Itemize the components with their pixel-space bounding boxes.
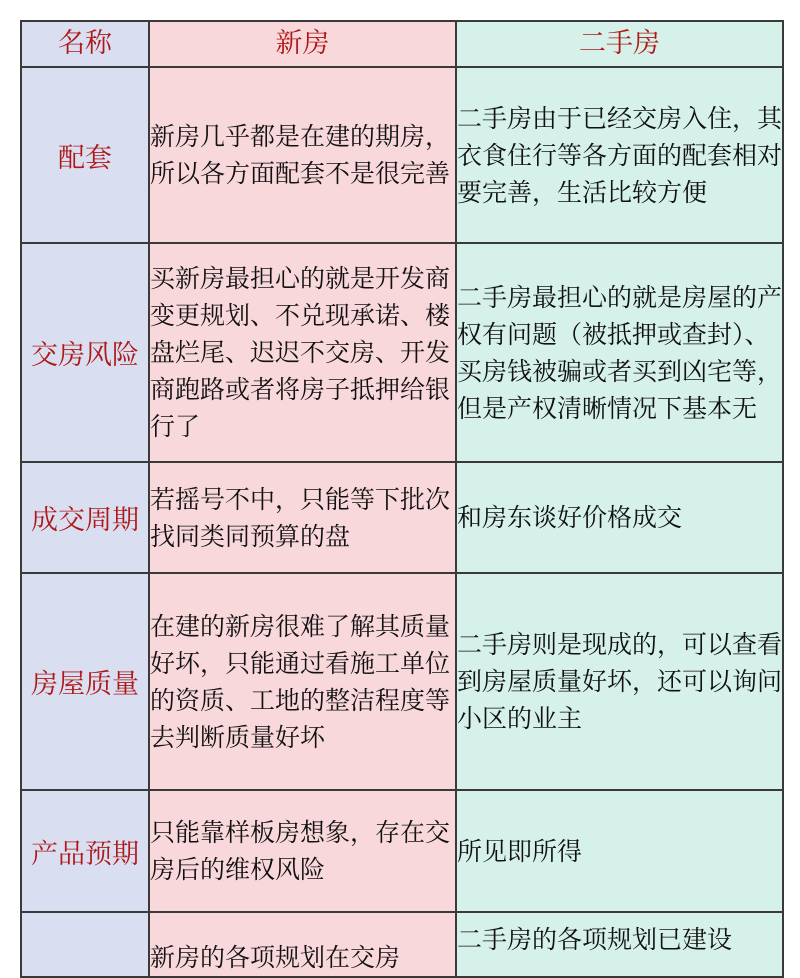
row-category: 配套 [21, 67, 149, 243]
cell-text: 若摇号不中，只能等下批次找同类同预算的盘 [150, 484, 451, 551]
second-hand-cell [456, 67, 783, 243]
table-row [21, 912, 783, 977]
cell-text: 在建的新房很难了解其质量好坏，只能通过看施工单位的资质、工地的整洁程度等去判断质量好坏 [150, 611, 451, 752]
table-row [21, 573, 783, 790]
new-house-cell [149, 243, 456, 462]
row-category: 成交周期 [21, 462, 149, 573]
second-hand-cell [456, 573, 783, 790]
new-house-cell [149, 912, 456, 977]
header-name: 名称 [21, 21, 149, 67]
cell-text: 二手房最担心的就是房屋的产权有问题（被抵押或查封）、买房钱被骗或者买到凶宅等，但是产权清晰情况下基本无 [457, 282, 783, 423]
new-house-cell [149, 462, 456, 573]
table-row [21, 462, 783, 573]
second-hand-cell [456, 912, 783, 977]
row-category: 产品预期 [21, 790, 149, 912]
cell-text: 买新房最担心的就是开发商变更规划、不兑现承诺、楼盘烂尾、迟迟不交房、开发商跑路或者将房子抵押给银行了 [150, 264, 451, 441]
new-house-cell [149, 790, 456, 912]
header-row [21, 21, 783, 67]
row-category: 交房风险 [21, 243, 149, 462]
header-new-house: 新房 [149, 21, 456, 67]
header-second-hand-house: 二手房 [456, 21, 783, 67]
cell-text: 新房几乎都是在建的期房，所以各方面配套不是很完善 [150, 122, 451, 188]
cell-text: 二手房由于已经交房入住，其衣食住行等各方面的配套相对要完善，生活比较方便 [457, 103, 783, 207]
second-hand-cell [456, 243, 783, 462]
table-row [21, 790, 783, 912]
cell-text: 只能靠样板房想象，存在交房后的维权风险 [150, 818, 451, 884]
table-row [21, 67, 783, 243]
cell-text: 新房的各项规划在交房 [150, 943, 401, 972]
row-category: 房屋质量 [21, 573, 149, 790]
comparison-sheet [20, 20, 782, 978]
second-hand-cell [456, 462, 783, 573]
cell-text: 二手房的各项规划已建设 [457, 925, 733, 954]
new-house-cell [149, 573, 456, 790]
comparison-table [20, 20, 784, 978]
cell-text: 和房东谈好价格成交 [457, 503, 683, 532]
cell-text: 二手房则是现成的，可以查看到房屋质量好坏，还可以询问小区的业主 [457, 630, 783, 733]
new-house-cell [149, 67, 456, 243]
cell-text: 所见即所得 [457, 836, 583, 866]
row-category [21, 912, 149, 977]
table-row [21, 243, 783, 462]
second-hand-cell [456, 790, 783, 912]
